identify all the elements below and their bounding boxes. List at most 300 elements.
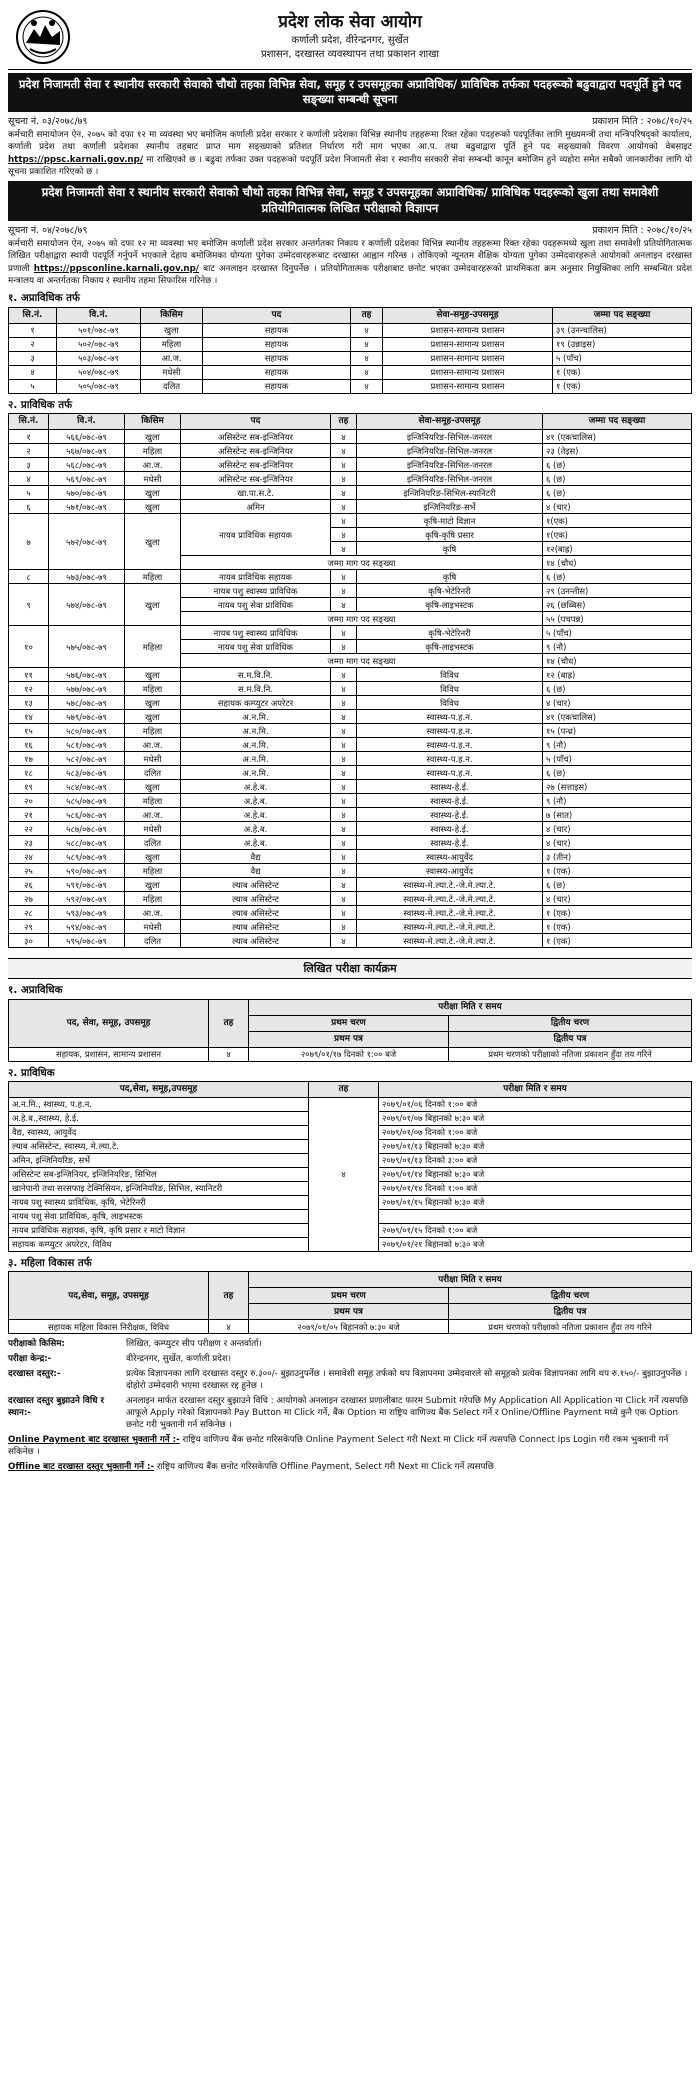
table-cell: खुला — [125, 668, 181, 682]
table-cell: आ.ज. — [125, 906, 181, 920]
table-cell: अ.न.मि. — [181, 766, 331, 780]
table-cell: ४ — [331, 836, 357, 850]
table-cell: अ.हे.ब. — [181, 836, 331, 850]
column-header: सि.नं. — [9, 414, 49, 430]
table-cell: ४ — [331, 472, 357, 486]
table-cell: स्वास्थ्य-मे.ल्या.टे.-जे.मे.ल्या.टे. — [357, 906, 543, 920]
table-cell: ४१ (एकचालिस) — [543, 430, 692, 444]
table-cell: ४ — [331, 822, 357, 836]
table-cell: ४ — [351, 337, 383, 351]
table-cell: ५८२/०७८-७९ — [49, 752, 125, 766]
table-cell: १९ (उन्नाइस) — [553, 337, 692, 351]
table-cell: ५९४/०७८-७९ — [49, 920, 125, 934]
notice2-heading: प्रदेश निजामती सेवा र स्थानीय सरकारी सेवाको चौथो तहका विभिन्न सेवा, समूह र उपसमूहका अप्राविधिक/ प्राविधिक पदहरूको खुला तथा समावेशी प्रतियोगितात्मक लिखित परीक्षाको विज्ञापन — [8, 181, 692, 220]
table-cell: स्वास्थ्य-हे.ई. — [357, 780, 543, 794]
table-cell: १ (एक) — [553, 379, 692, 393]
table-cell: स्वास्थ्य-हे.ई. — [357, 794, 543, 808]
info-value: वीरेन्द्रनगर, सुर्खेत, कर्णाली प्रदेश। — [126, 1354, 232, 1365]
table-cell — [379, 1209, 692, 1223]
table-cell: स्वास्थ्य-हे.ई. — [357, 836, 543, 850]
table-cell: ५८६/०७८-७९ — [49, 808, 125, 822]
table-cell: ६ (छ) — [543, 458, 692, 472]
table-cell: सहायक — [203, 351, 351, 365]
table-cell: ५९०/०७८-७९ — [49, 864, 125, 878]
program-nontechnical-table: पद, सेवा, समूह, उपसमूह तह परीक्षा मिति र समय प्रथम चरण द्वितीय चरण प्रथम पत्र द्वितीय पत्र सहायक, प्रशासन, सामान्य प्रशासन ४ २०७९/०१/१७ दिनको १:०० बजे प्रथम चरणको परीक्षाको नतिजा प्रकाशन हुँदा तय गरिने — [8, 999, 692, 1062]
table-cell: ५०१/०७८-७९ — [57, 323, 141, 337]
table-cell: ४ — [331, 514, 357, 528]
table-cell: ४ — [331, 794, 357, 808]
info-value: अनलाइन मार्फत दरखास्त दस्तुर बुझाउने विधि : आयोगको अनलाइन दरखास्त प्रणालीबाट फारम Submit गरेपछि My Application All Application मा Click गर्ने त्यसपछि आफूले Apply गरेको विज्ञापनको Pay Button मा Click गर्ने, बैंक Option मा राष्ट्रिय वाणिज्य बैंक Select गर्ने र Online/Offline Payment मध्ये कुनै एक Option छनोट गरी भुक्तानी गर्न सकिनेछ । — [126, 1396, 689, 1431]
table-cell: १९ — [9, 780, 49, 794]
table-cell: २४ — [9, 850, 49, 864]
info-label: दरखास्त दस्तुर:- — [8, 1369, 61, 1380]
table-cell: २० — [9, 794, 49, 808]
table-cell: १(एक) — [543, 528, 692, 542]
column-header: वि.नं. — [49, 414, 125, 430]
table-row — [9, 458, 692, 472]
table-cell: २०७९/०१/२१ बिहानको ७:३० बजे — [379, 1237, 692, 1251]
table-cell: १(एक) — [543, 514, 692, 528]
info-value: लिखित, कम्प्युटर सीप परीक्षण र अन्तर्वार्ता। — [126, 1339, 262, 1350]
table-cell: वैद्य — [181, 864, 331, 878]
table-cell: ६ (छ) — [543, 570, 692, 584]
table-cell: नायब पशु सेवा प्राविधिक — [181, 598, 331, 612]
table-cell: ५७५/०७८-७९ — [49, 626, 125, 668]
table-cell: असिस्टेन्ट सब-इन्जिनियर — [181, 472, 331, 486]
table-row — [9, 430, 692, 444]
program-women-title: ३. महिला विकास तर्फ — [8, 1256, 92, 1269]
table-cell: स्वास्थ्य-आयुर्वेद — [357, 864, 543, 878]
table-cell: ३ — [9, 351, 57, 365]
table-cell: अ.न.मि. — [181, 710, 331, 724]
table-cell: ४ — [209, 1320, 249, 1334]
table-cell: २७ — [9, 892, 49, 906]
table-cell: ५०५/०७८-७९ — [57, 379, 141, 393]
table-cell: २०७९/०१/१३ दिनको ३:०० बजे — [379, 1153, 692, 1167]
table-cell: ४ — [331, 696, 357, 710]
table-cell: ल्याब असिस्टेन्ट — [181, 878, 331, 892]
table-cell: अ.हे.ब. — [181, 794, 331, 808]
table-cell: मधेसी — [125, 920, 181, 934]
table-cell: ५ (पाँच) — [543, 752, 692, 766]
table-cell: २९ — [9, 920, 49, 934]
table-cell: मधेसी — [141, 365, 203, 379]
table-cell: ५९३/०७८-७९ — [49, 906, 125, 920]
table-cell: अ.न.मि. — [181, 738, 331, 752]
table-row — [9, 878, 692, 892]
table-cell: ४ — [331, 780, 357, 794]
table-cell: महिला — [125, 864, 181, 878]
table-cell: ३ (तीन) — [543, 850, 692, 864]
table-cell: ९ (नौ) — [543, 640, 692, 654]
table-cell: ४ — [309, 1097, 379, 1251]
table-cell: ८ — [9, 570, 49, 584]
table-cell: १ — [9, 430, 49, 444]
table-cell: ५८४/०७८-७९ — [49, 780, 125, 794]
table-row — [9, 920, 692, 934]
table-cell: खुला — [125, 850, 181, 864]
table-cell: खुला — [125, 696, 181, 710]
table-cell: २०७९/०१/०७ दिनको १:०० बजे — [379, 1125, 692, 1139]
info-value: प्रत्येक विज्ञापनका लागि दरखास्त दस्तुर रु.३००/- बुझाउनुपर्नेछ । समावेशी समूह तर्फको थप विज्ञापनमा उम्मेदवारले सो समूहको प्रत्येक विज्ञापनका लागि थप रु.१५०/- बुझाउनुपर्नेछ । दोहोरो उम्मेदवारी भएमा दरखास्त रद्द हुनेछ । — [126, 1369, 688, 1392]
table-cell: ६ (छ) — [543, 486, 692, 500]
table-cell: स्वास्थ्य-प.ह.न. — [357, 710, 543, 724]
table-cell: स्वास्थ्य-मे.ल्या.टे.-जे.मे.ल्या.टे. — [357, 878, 543, 892]
table-cell: २३ — [9, 836, 49, 850]
table-cell: स्वास्थ्य-प.ह.न. — [357, 752, 543, 766]
column-header: वि.नं. — [57, 307, 141, 323]
table-cell: २८ — [9, 906, 49, 920]
table-cell: महिला — [125, 682, 181, 696]
table-cell: इन्जिनियरिङ-सिभिल-जनरल — [357, 458, 543, 472]
table-cell: ५ — [9, 379, 57, 393]
table-cell: खुला — [141, 323, 203, 337]
table-cell: इन्जिनियरिङ-सिभिल-जनरल — [357, 472, 543, 486]
table-cell: नायब पशु सेवा प्राविधिक — [181, 640, 331, 654]
column-header: सेवा-समूह-उपसमूह — [357, 414, 543, 430]
table-cell: ४ — [331, 598, 357, 612]
table-row — [9, 864, 692, 878]
table-cell: प्रथम चरणको परीक्षाको नतिजा प्रकाशन हुँदा तय गरिने — [449, 1320, 692, 1334]
table-row — [9, 514, 692, 528]
info-label: परीक्षाको किसिम: — [8, 1339, 65, 1350]
table-cell: १५ — [9, 724, 49, 738]
table-cell: कृषि-माटो विज्ञान — [357, 514, 543, 528]
table-cell: ४ — [9, 472, 49, 486]
table-cell: असिस्टेन्ट सब-इन्जिनियर — [181, 430, 331, 444]
table-cell: ५८०/०७८-७९ — [49, 724, 125, 738]
table-cell: १२ — [9, 682, 49, 696]
column-header: पद — [181, 414, 331, 430]
table-row — [9, 822, 692, 836]
nontechnical-table — [8, 307, 692, 394]
table-cell: २०७९/०१/०५ बिहानको ७:३० बजे — [249, 1320, 449, 1334]
table-cell: ४ — [331, 710, 357, 724]
table-cell: खुला — [125, 500, 181, 514]
table-row — [9, 472, 692, 486]
table-cell: ५९५/०७८-७९ — [49, 934, 125, 948]
table-cell: दलित — [125, 836, 181, 850]
table-cell: खुला — [125, 430, 181, 444]
table-cell: अ.हे.ब. — [181, 808, 331, 822]
column-header: सेवा-समूह-उपसमूह — [383, 307, 553, 323]
table-cell: महिला — [125, 626, 181, 668]
table-cell: सहायक — [203, 379, 351, 393]
table-cell: ५०३/०७८-७९ — [57, 351, 141, 365]
table-cell: महिला — [125, 570, 181, 584]
table-cell: ४ (चार) — [543, 696, 692, 710]
notice2-date: प्रकाशन मिति : २०७८/१०/२५ — [592, 224, 692, 236]
table-cell: ४ — [351, 351, 383, 365]
table-cell: मधेसी — [125, 752, 181, 766]
table-cell: अ.हे.ब.,स्वास्थ्य, हे.ई. — [9, 1111, 309, 1125]
table-cell: स्वास्थ्य-प.ह.न. — [357, 738, 543, 752]
table-cell: अ.हे.ब. — [181, 822, 331, 836]
table-cell: असिस्टेन्ट सब-इन्जिनियर — [181, 458, 331, 472]
table-cell: ल्याब असिस्टेन्ट — [181, 920, 331, 934]
table-cell: नायब प्राविधिक सहायक, कृषि, कृषि प्रसार र माटो विज्ञान — [9, 1223, 309, 1237]
table-cell: ४ — [331, 640, 357, 654]
table-cell: ४ — [331, 668, 357, 682]
table-cell: ४ — [331, 752, 357, 766]
table-cell: ५८८/०७८-७९ — [49, 836, 125, 850]
table-cell: स्वास्थ्य-मे.ल्या.टे.-जे.मे.ल्या.टे. — [357, 920, 543, 934]
table-cell: ल्याब असिस्टेन्ट, स्वास्थ्य, मे.ल्या.टे. — [9, 1139, 309, 1153]
table-row — [9, 850, 692, 864]
table-cell: प्रशासन-सामान्य प्रशासन — [383, 337, 553, 351]
table-row — [9, 906, 692, 920]
table-cell: ५७४/०७८-७९ — [49, 584, 125, 626]
table-row — [9, 570, 692, 584]
table-cell: नायब प्राविधिक सहायक — [181, 570, 331, 584]
table-row — [9, 500, 692, 514]
table-cell: ४ (चार) — [543, 836, 692, 850]
table-cell: २५ — [9, 864, 49, 878]
table-row — [9, 584, 692, 598]
table-row — [9, 1097, 692, 1111]
table-cell: इन्जिनियरिङ-सर्भे — [357, 500, 543, 514]
table-cell: ६ — [9, 500, 49, 514]
table-cell: ४ — [331, 626, 357, 640]
table-cell: नायब प्राविधिक सहायक — [181, 514, 331, 556]
table-cell: ५७३/०७८-७९ — [49, 570, 125, 584]
table-cell: आ.ज. — [125, 808, 181, 822]
table-cell: सहायक — [203, 323, 351, 337]
table-cell: अमिन, इन्जिनियरिङ, सर्भे — [9, 1153, 309, 1167]
table-cell: अ.हे.ब. — [181, 780, 331, 794]
table-cell: ३९ (उनन्चालिस) — [553, 323, 692, 337]
table-cell: २ — [9, 337, 57, 351]
table-cell: ४ — [331, 724, 357, 738]
table-cell: ५६८/०७८-७९ — [49, 458, 125, 472]
table-cell: जम्मा माग पद सङ्ख्या — [181, 654, 543, 668]
table-cell: ५७१/०७८-७९ — [49, 500, 125, 514]
table-cell: ६ (छ) — [543, 878, 692, 892]
column-header: किसिम — [141, 307, 203, 323]
notice2-link[interactable]: https://ppsconline.karnali.gov.np/ — [33, 263, 199, 274]
table-cell: ७ (सात) — [543, 808, 692, 822]
technical-table — [8, 413, 692, 948]
table-cell: सहायक — [203, 337, 351, 351]
table-cell: १ — [9, 323, 57, 337]
table-cell: आ.ज. — [125, 458, 181, 472]
table-row — [9, 626, 692, 640]
table-cell: खानेपानी तथा सरसफाइ टेक्निसियन, इन्जिनियरिङ, सिभिल, स्यानिटरी — [9, 1181, 309, 1195]
table-cell: ४ — [331, 920, 357, 934]
emblem-icon — [8, 7, 78, 67]
table-cell: ४ — [331, 500, 357, 514]
table-cell: ४ (चार) — [543, 822, 692, 836]
program-nontechnical-title: १. अप्राविधिक — [8, 984, 63, 997]
notice2-body: कर्मचारी समायोजन ऐन, २०७५ को दफा १२ मा व्यवस्था भए बमोजिम कर्णाली प्रदेश सरकार अन्तर्गतका निकाय र कर्णाली प्रदेशका विभिन्न स्थानीय तहहरूमा रिक्त रहेका पदहरूमध्ये खुला तथा समावेशी प्रतियोगितात्मक लिखित परीक्षाद्वारा स्थायी पदपूर्ति गर्नुपर्ने भएकाले देहाय बमोजिमका योग्यता पुगेका उम्मेदवारहरूबाट दरखास्त आह्वान गरिन्छ । तोकिएको न्यूनतम शैक्षिक योग्यता पुगेका उम्मेदवारहरूले आयोगको अनलाइन दरखास्त प्रणाली https://ppsconline.karnali.gov.np/ बाट अनलाइन दरखास्त दिनुपर्नेछ । प्रतियोगितात्मक परीक्षाबाट छनोट भएका उम्मेदवारहरूको प्राथमिकता क्रम अनुसार नियुक्तिका लागि सम्बन्धित प्रदेश मन्त्रालय वा अन्तर्गतका निकाय र स्थानीय तहमा सिफारिस गरिनेछ । — [8, 239, 693, 287]
table-cell: ५७२/०७८-७९ — [49, 514, 125, 570]
table-cell: २७ (सत्ताइस) — [543, 780, 692, 794]
section1-title: १. अप्राविधिक तर्फ — [8, 292, 80, 305]
table-row — [9, 934, 692, 948]
table-cell: ४ — [351, 365, 383, 379]
table-cell: २०७९/०१/०७ बिहानको ७:३० बजे — [379, 1111, 692, 1125]
table-cell: दलित — [125, 934, 181, 948]
table-cell: २०७९/०१/०६ दिनको १:०० बजे — [379, 1097, 692, 1111]
table-cell: ५७९/०७८-७९ — [49, 710, 125, 724]
table-cell: कृषि-भेटेरिनरी — [357, 584, 543, 598]
table-cell: नायब पशु स्वास्थ्य प्राविधिक, कृषि, भेटेरिनरी — [9, 1195, 309, 1209]
table-cell: असिस्टेन्ट सब-इन्जिनियर — [181, 444, 331, 458]
table-cell: ६ (छ) — [543, 766, 692, 780]
table-cell: विविध — [357, 682, 543, 696]
table-cell: ५८३/०७८-७९ — [49, 766, 125, 780]
table-cell: ४ — [331, 570, 357, 584]
table-cell: ९ (नौ) — [543, 794, 692, 808]
table-cell: आ.ज. — [125, 738, 181, 752]
table-cell: २२ — [9, 822, 49, 836]
exam-program-title: लिखित परीक्षा कार्यक्रम — [8, 958, 692, 979]
table-row — [9, 351, 692, 365]
notice1-link[interactable]: https://ppsc.karnali.gov.np/ — [8, 154, 144, 165]
notice2-number: सूचना नं. ०४/२०७८/७९ — [8, 224, 88, 236]
table-cell: स्वास्थ्य-आयुर्वेद — [357, 850, 543, 864]
table-cell: १ (एक) — [553, 365, 692, 379]
table-cell: ५६६/०७८-७९ — [49, 430, 125, 444]
table-row — [9, 486, 692, 500]
table-cell: विविध — [357, 696, 543, 710]
offline-payment-label: Offline बाट दरखास्त दस्तुर भुक्तानी गर्ने :- — [8, 1462, 155, 1473]
table-cell: १७ — [9, 752, 49, 766]
column-header: जम्मा पद सङ्ख्या — [553, 307, 692, 323]
table-cell: ४ (चार) — [543, 892, 692, 906]
table-cell: सहायक, प्रशासन, सामान्य प्रशासन — [9, 1047, 209, 1061]
table-cell: ११ — [9, 668, 49, 682]
table-cell: कृषि — [357, 542, 543, 556]
table-cell: ल्याब असिस्टेन्ट — [181, 892, 331, 906]
table-cell: ५६७/०७८-७९ — [49, 444, 125, 458]
table-cell: २०७९/०१/१५ बिहानको ७:३० बजे — [379, 1195, 692, 1209]
table-row — [9, 780, 692, 794]
table-cell: ल्याब असिस्टेन्ट — [181, 906, 331, 920]
table-cell: ४ — [331, 682, 357, 696]
table-cell: खुला — [125, 514, 181, 570]
table-cell: ९ (नौ) — [543, 738, 692, 752]
table-cell: १ (एक) — [543, 920, 692, 934]
section2-title: २. प्राविधिक तर्फ — [8, 398, 73, 411]
program-technical-table: पद,सेवा, समूह,उपसमूह तह परीक्षा मिति र समय अ.न.मि., स्वास्थ्य, प.ह.न. ४ २०७९/०१/०६ दिनको १:०० बजे अ.हे.ब.,स्वास्थ्य, हे.ई. २०७९/०१/०७ बिहानको ७:३० बजे वैद्य, स्वास्थ्य, आयुर्वेद २०७९/०१/०७ दिनको १:०० बजे ल्याब असिस्टेन्ट, स्वास्थ्य, मे.ल्या.टे. २०७९/०१/१३ बिहानको ७:३० बजे अमिन, इन्जिनियरिङ, सर्भे २०७९/०१/१३ दिनको ३:०० बजे असिस्टेन्ट सब-इन्जिनियर, इन्जिनियरिङ, सिभिल २०७९/०१/१४ बिहानको ७:३० बजे खानेपानी तथा सरसफाइ टेक्निसियन, इन्जिनियरिङ, सिभिल, स्यानिटरी २०७९/०१/१४ दिनको १:०० बजे नायब पशु स्वास्थ्य प्राविधिक, कृषि, भेटेरिनरी २०७९/०१/१५ बिहानको ७:३० बजे नायब पशु सेवा प्राविधिक, कृषि, लाइभस्टक नायब प्राविधिक सहायक, कृषि, कृषि प्रसार र माटो विज्ञान २०७९/०१/१५ दिनको १:०० बजे सहायक कम्प्युटर अपरेटर, विविध २०७९/०१/२१ बिहानको ७:३० बजे — [8, 1081, 692, 1252]
program-women-table: पद,सेवा, समूह, उपसमूह तह परीक्षा मिति र समय प्रथम चरण द्वितीय चरण प्रथम पत्र द्वितीय पत्र सहायक महिला विकास निरीक्षक, विविध ४ २०७९/०१/०५ बिहानको ७:३० बजे प्रथम चरणको परीक्षाको नतिजा प्रकाशन हुँदा तय गरिने — [8, 1271, 692, 1334]
table-cell: कृषि — [357, 570, 543, 584]
letterhead — [8, 4, 692, 70]
table-cell: ५०२/०७८-७९ — [57, 337, 141, 351]
table-cell: नायब पशु सेवा प्राविधिक, कृषि, लाइभस्टक — [9, 1209, 309, 1223]
table-cell: कृषि-लाइभस्टक — [357, 640, 543, 654]
table-row — [9, 892, 692, 906]
table-cell: ३० — [9, 934, 49, 948]
table-cell: खुला — [125, 486, 181, 500]
column-header: पद — [203, 307, 351, 323]
table-cell: ४ — [331, 542, 357, 556]
table-cell: दलित — [125, 766, 181, 780]
table-row — [9, 724, 692, 738]
info-label: परीक्षा केन्द्र:- — [8, 1354, 52, 1365]
table-cell: ५ — [9, 486, 49, 500]
table-cell: ४ — [331, 430, 357, 444]
table-cell: कृषि-लाइभस्टक — [357, 598, 543, 612]
table-cell: कृषि-भेटेरिनरी — [357, 626, 543, 640]
table-cell: इन्जिनियरिङ-सिभिल-जनरल — [357, 430, 543, 444]
table-cell: १४ (चौध) — [543, 556, 692, 570]
table-cell: २ — [9, 444, 49, 458]
table-cell: ४ — [351, 379, 383, 393]
table-cell: प्रथम चरणको परीक्षाको नतिजा प्रकाशन हुँदा तय गरिने — [449, 1047, 692, 1061]
table-cell: खुला — [125, 584, 181, 626]
table-cell: ५५ (पचपन्न) — [543, 612, 692, 626]
table-cell: ४ (चार) — [543, 500, 692, 514]
table-row — [9, 836, 692, 850]
commission-address: कर्णाली प्रदेश, वीरेन्द्रनगर, सुर्खेत — [291, 35, 409, 47]
notice1-heading: प्रदेश निजामती सेवा र स्थानीय सरकारी सेवाको चौथो तहका विभिन्न सेवा, समूह र उपसमूहका अप्राविधिक/ प्राविधिक तर्फका पदहरूको बढुवाद्वारा पदपूर्ति हुने पद सङ्ख्या सम्बन्धी सूचना — [8, 73, 692, 112]
commission-section: प्रशासन, दरखास्त व्यवस्थापन तथा प्रकाशन शाखा — [260, 49, 440, 61]
column-header: किसिम — [125, 414, 181, 430]
online-payment-text: राष्ट्रिय वाणिज्य बैंक छनोट गरिसकेपछि Online Payment Select गरी Next मा Click गर्ने त्यसपछि Connect Ips Login गरी रकम भुक्तानी गर्न सकिनेछ । — [8, 1435, 669, 1458]
table-cell: ५७०/०७८-७९ — [49, 486, 125, 500]
table-cell: प्रशासन-सामान्य प्रशासन — [383, 323, 553, 337]
table-cell: नायब पशु स्वास्थ्य प्राविधिक — [181, 584, 331, 598]
table-cell: ५९२/०७८-७९ — [49, 892, 125, 906]
table-cell: वैद्य, स्वास्थ्य, आयुर्वेद — [9, 1125, 309, 1139]
table-cell: इन्जिनियरिङ-सिभिल-स्यानिटरी — [357, 486, 543, 500]
info-label: दरखास्त दस्तुर बुझाउने विधि र स्थान:- — [8, 1396, 105, 1419]
column-header: सि.नं. — [9, 307, 57, 323]
table-cell: १४ — [9, 710, 49, 724]
table-cell: ४ — [331, 458, 357, 472]
table-cell: महिला — [125, 724, 181, 738]
table-cell: १ (एक) — [543, 864, 692, 878]
table-cell: १४ (चौध) — [543, 654, 692, 668]
table-cell: ४ — [331, 528, 357, 542]
table-cell: ४ — [331, 738, 357, 752]
table-cell: अ.न.मि. — [181, 752, 331, 766]
commission-title: प्रदेश लोक सेवा आयोग — [278, 11, 422, 32]
table-cell: स्वास्थ्य-प.ह.न. — [357, 766, 543, 780]
table-cell: ४ — [331, 444, 357, 458]
table-cell: खुला — [125, 780, 181, 794]
table-cell: १० — [9, 626, 49, 668]
table-cell: स.म.वि.नि. — [181, 682, 331, 696]
table-cell: १२(बाह्र) — [543, 542, 692, 556]
table-cell: कृषि-कृषि प्रसार — [357, 528, 543, 542]
table-row — [9, 696, 692, 710]
table-cell: विविध — [357, 668, 543, 682]
table-cell: खुला — [125, 878, 181, 892]
table-cell: स्वास्थ्य-हे.ई. — [357, 808, 543, 822]
offline-payment-text: राष्ट्रिय वाणिज्य बैंक छनोट गरिसकेपछि Offline Payment, Select गरी Next मा Click गर्ने त्यसपछि — [156, 1462, 494, 1473]
table-cell: ५७८/०७८-७९ — [49, 696, 125, 710]
table-cell: सहायक कम्प्युटर अपरेटर, विविध — [9, 1237, 309, 1251]
table-cell: १ (एक) — [543, 906, 692, 920]
table-cell: १३ — [9, 696, 49, 710]
table-cell: नायब पशु स्वास्थ्य प्राविधिक — [181, 626, 331, 640]
table-cell: ५७७/०७८-७९ — [49, 682, 125, 696]
table-cell: २९ (उनन्तीस) — [543, 584, 692, 598]
notice1-date: प्रकाशन मिति : २०७८/१०/२५ — [592, 115, 692, 127]
table-row — [9, 794, 692, 808]
table-row — [9, 365, 692, 379]
table-cell: ५७६/०७८-७९ — [49, 668, 125, 682]
table-row — [9, 379, 692, 393]
table-cell: ५८५/०७८-७९ — [49, 794, 125, 808]
table-cell: २३ (तेइस) — [543, 444, 692, 458]
table-cell: स.म.वि.नि. — [181, 668, 331, 682]
table-cell: मधेसी — [125, 822, 181, 836]
table-row — [9, 323, 692, 337]
